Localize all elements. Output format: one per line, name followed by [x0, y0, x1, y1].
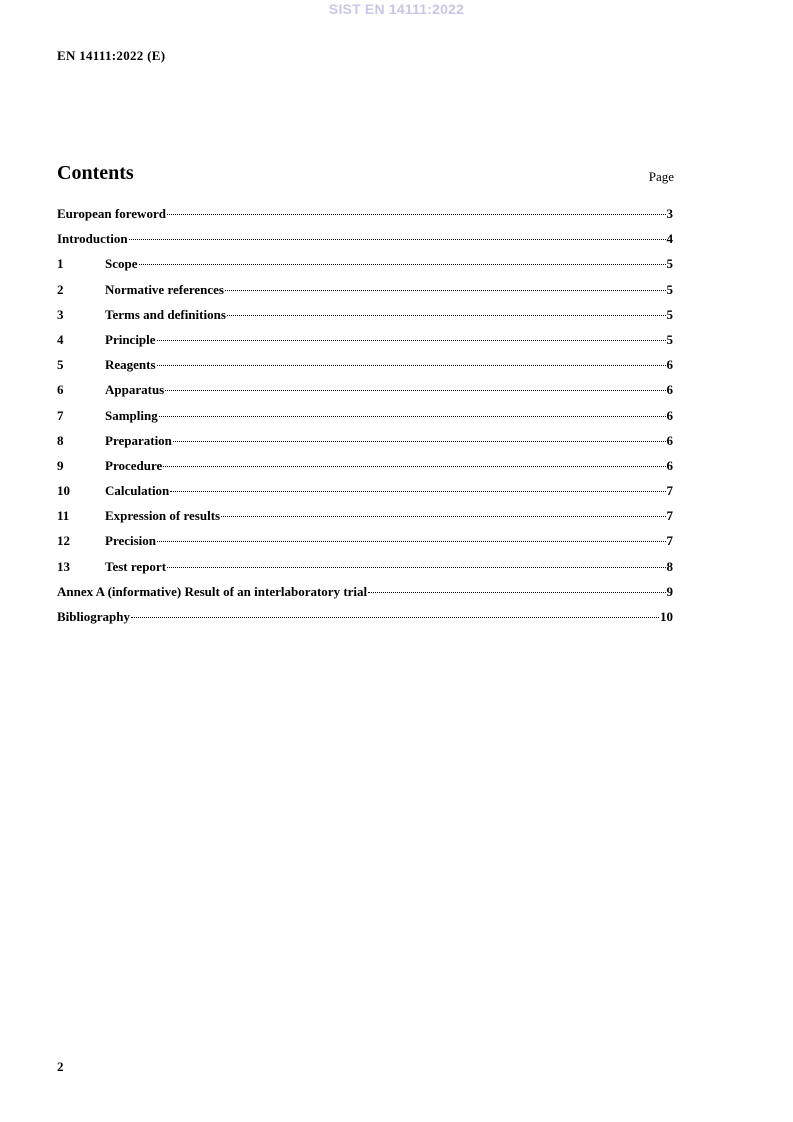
toc-dot-leader	[129, 239, 666, 240]
toc-entry-title[interactable]: Terms and definitions	[105, 306, 226, 322]
toc-entry[interactable]	[57, 559, 673, 584]
toc-entry-page[interactable]: 6	[666, 407, 673, 423]
toc-dot-leader	[227, 315, 666, 316]
toc-entry-page[interactable]: 6	[666, 432, 673, 448]
toc-entry[interactable]	[57, 282, 673, 307]
toc-entry-title[interactable]: Expression of results	[105, 508, 221, 524]
toc-dot-leader	[157, 365, 666, 366]
toc-entry[interactable]	[57, 609, 673, 634]
toc-entry-page[interactable]: 7	[666, 508, 673, 524]
toc-entry-title[interactable]: Preparation	[105, 432, 172, 448]
toc-entry-number: 5	[57, 357, 64, 373]
toc-dot-leader	[131, 617, 659, 618]
toc-entry-title[interactable]: Apparatus	[105, 382, 165, 398]
toc-entry[interactable]	[57, 231, 673, 256]
toc-entry-title[interactable]: Calculation	[105, 483, 170, 499]
toc-entry[interactable]	[57, 408, 673, 433]
toc-entry-page[interactable]: 10	[660, 609, 673, 624]
contents-header	[57, 162, 674, 190]
toc-entry-number: 12	[57, 533, 70, 549]
table-of-contents	[57, 206, 673, 634]
toc-dot-leader	[167, 214, 666, 215]
toc-entry[interactable]	[57, 508, 673, 533]
toc-entry-page[interactable]: 3	[666, 206, 673, 221]
toc-entry[interactable]	[57, 433, 673, 458]
toc-entry-number: 13	[57, 558, 70, 574]
toc-dot-leader	[170, 491, 665, 492]
toc-entry-page[interactable]: 8	[666, 558, 673, 574]
toc-entry-title[interactable]: Procedure	[105, 457, 163, 473]
toc-dot-leader	[157, 340, 666, 341]
toc-entry-title[interactable]: Bibliography	[57, 609, 130, 624]
toc-entry-title[interactable]: Sampling	[105, 407, 158, 423]
toc-entry-page[interactable]: 5	[666, 281, 673, 297]
toc-entry[interactable]	[57, 256, 673, 281]
toc-entry[interactable]	[57, 533, 673, 558]
toc-dot-leader	[157, 541, 665, 542]
toc-entry-page[interactable]: 7	[666, 483, 673, 499]
toc-entry-number: 8	[57, 432, 64, 448]
toc-entry[interactable]	[57, 483, 673, 508]
toc-entry[interactable]	[57, 458, 673, 483]
toc-dot-leader	[139, 264, 666, 265]
toc-entry-title[interactable]: Reagents	[105, 357, 156, 373]
toc-entry[interactable]	[57, 357, 673, 382]
toc-entry[interactable]	[57, 206, 673, 231]
toc-dot-leader	[221, 516, 665, 517]
toc-entry-page[interactable]: 4	[666, 231, 673, 247]
toc-entry-title[interactable]: Introduction	[57, 231, 128, 247]
toc-dot-leader	[167, 567, 665, 568]
toc-entry-page[interactable]: 6	[666, 382, 673, 398]
toc-entry-number: 1	[57, 256, 64, 272]
toc-dot-leader	[163, 466, 665, 467]
document-identifier: EN 14111:2022 (E)	[57, 48, 166, 63]
toc-entry-page[interactable]: 9	[666, 583, 673, 599]
toc-entry[interactable]	[57, 332, 673, 357]
page-column-label: Page	[648, 169, 674, 184]
toc-entry-number: 6	[57, 382, 64, 398]
toc-entry-page[interactable]: 7	[666, 533, 673, 549]
toc-entry[interactable]	[57, 382, 673, 407]
toc-entry-number: 7	[57, 407, 64, 423]
toc-dot-leader	[159, 416, 666, 417]
toc-entry-number: 2	[57, 281, 64, 297]
toc-entry-title[interactable]: Annex A (informative) Result of an interlaboratory trial	[57, 583, 368, 599]
toc-entry-number: 11	[57, 508, 70, 524]
toc-entry-number: 10	[57, 483, 70, 499]
toc-dot-leader	[165, 390, 665, 391]
toc-entry-title[interactable]: Precision	[105, 533, 157, 549]
toc-entry-page[interactable]: 6	[666, 457, 673, 473]
toc-entry-number: 9	[57, 457, 64, 473]
page-number: 2	[57, 1059, 64, 1074]
toc-entry-number: 3	[57, 306, 64, 322]
toc-entry[interactable]	[57, 584, 673, 609]
toc-entry-title[interactable]: European foreword	[57, 206, 166, 221]
toc-entry-title[interactable]: Scope	[105, 256, 138, 272]
toc-entry-title[interactable]: Test report	[105, 558, 167, 574]
contents-title: Contents	[57, 162, 134, 184]
watermark: SIST EN 14111:2022	[328, 1, 465, 17]
toc-dot-leader	[225, 290, 666, 291]
toc-dot-leader	[368, 592, 665, 593]
toc-entry-page[interactable]: 5	[666, 306, 673, 322]
toc-entry-number: 4	[57, 331, 64, 347]
toc-entry[interactable]	[57, 307, 673, 332]
toc-entry-page[interactable]: 6	[666, 357, 673, 373]
toc-entry-page[interactable]: 5	[666, 331, 673, 347]
toc-entry-title[interactable]: Normative references	[105, 281, 224, 297]
toc-entry-page[interactable]: 5	[666, 256, 673, 272]
toc-dot-leader	[173, 441, 666, 442]
toc-entry-title[interactable]: Principle	[105, 331, 156, 347]
